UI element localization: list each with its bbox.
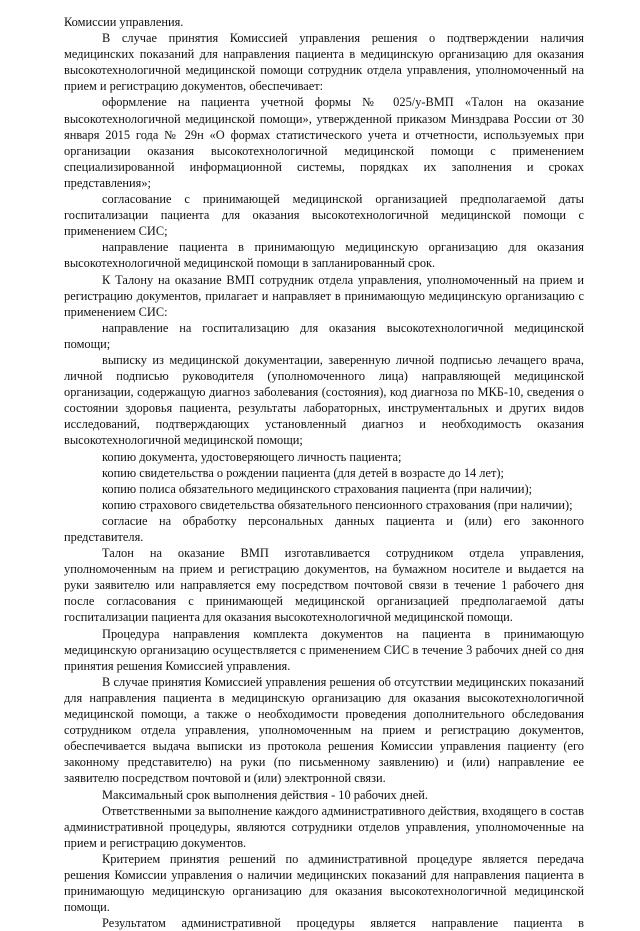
list-item-medical-extract: выписку из медицинской документации, заверенную личной подписью лечащего врача, личной подписью руководителя (уполномоченного лица) направляющей медицинской организации, содержащую диагноз заболевания (состояния), код диагноза по МКБ-10, сведения о состоянии здоровья пациента, результаты лабораторных, инструментальных и других видов исследований, подтверждающих установленный диагноз и необходимость оказания высокотехнологичной медицинской помощи; — [64, 352, 584, 448]
list-item-birth-certificate: копию свидетельства о рождении пациента (для детей в возрасте до 14 лет); — [102, 465, 504, 480]
paragraph-responsible: Ответственными за выполнение каждого административного действия, входящего в состав административной процедуры, являются сотрудники отделов управления, уполномоченные на прием и регистрацию документов. — [64, 803, 584, 850]
paragraph-hospitalization-date: согласование с принимающей медицинской организацией предполагаемой даты госпитализации пациента для оказания высокотехнологичной медицинской помощи с применением СИС; — [64, 192, 584, 239]
paragraph-patient-referral: направление пациента в принимающую медицинскую организацию для оказания высокотехнологичной медицинской помощи в запланированный срок. — [64, 240, 584, 271]
paragraph-document-procedure: Процедура направления комплекта документов на пациента в принимающую медицинскую организацию осуществляется с применением СИС в течение 3 рабочих дней со дня принятия решения Комиссией управления. — [64, 626, 584, 673]
paragraph-no-indications: В случае принятия Комиссией управления решения об отсутствии медицинских показаний для направления пациента в медицинскую организацию для оказания высокотехнологичной медицинской помощи, а также о необходимости проведения дополнительного обследования сотрудником отдела управления, уполномоченным на прием и регистрацию документов, обеспечивается выдача выписки из протокола решения Комиссии управления пациенту (его законному представителю) на руки (по письменному заявлению) и (или) направление ее заявителю посредством почтовой и (или) электронной связи. — [64, 674, 584, 786]
list-item-id-copy: копию документа, удостоверяющего личность пациента; — [102, 449, 402, 464]
list-item-pension-certificate: копию страхового свидетельства обязательного пенсионного страхования (при наличии); — [102, 497, 573, 512]
paragraph-talon-issuance: Талон на оказание ВМП изготавливается сотрудником отдела управления, уполномоченным на прием и регистрацию документов, на бумажном носителе и выдается на руки заявителю или направляется ему посредством почтовой связи в течение 1 рабочего дня после согласования с принимающей медицинской организацией предполагаемой даты госпитализации пациента для оказания высокотехнологичной медицинской помощи. — [64, 546, 584, 625]
paragraph-criterion: Критерием принятия решений по административной процедуре является передача решения Комиссии управления о наличии медицинских показаний для направления пациента в принимающую медицинскую организацию для оказания высокотехнологичной медицинской помощи. — [64, 851, 584, 915]
paragraph-max-term: Максимальный срок выполнения действия - 10 рабочих дней. — [102, 787, 428, 802]
list-item-personal-data-consent: согласие на обработку персональных данных пациента и (или) его законного представителя. — [64, 513, 584, 544]
paragraph-form-025: оформление на пациента учетной формы № 025/у-ВМП «Талон на оказание высокотехнологичной медицинской помощи», утвержденной приказом Минздрава России от 30 января 2015 года № 29н «О формах статистического учета и отчетности, используемых при организации оказания высокотехнологичной медицинской помощи с применением специализированной информационной системы, порядках их заполнения и сроках представления»; — [64, 95, 584, 190]
paragraph-continuation: Комиссии управления. — [64, 15, 184, 29]
list-item-hospitalization-referral: направление на госпитализацию для оказания высокотехнологичной медицинской помощи; — [64, 320, 584, 351]
paragraph-talon-attachments: К Талону на оказание ВМП сотрудник отдела управления, уполномоченный на прием и регистрацию документов, прилагает и направляет в принимающую медицинскую организацию с применением СИС: — [64, 272, 584, 319]
paragraph-result: Результатом административной процедуры является направление пациента в — [102, 916, 584, 931]
list-item-insurance-policy: копию полиса обязательного медицинского страхования пациента (при наличии); — [102, 481, 533, 496]
paragraph-commission-decision: В случае принятия Комиссией управления решения о подтверждении наличия медицинских показаний для направления пациента в медицинскую организацию для оказания высокотехнологичной медицинской помощи сотрудник отдела управления, уполномоченный на прием и регистрацию документов, обеспечивает: — [64, 31, 584, 94]
